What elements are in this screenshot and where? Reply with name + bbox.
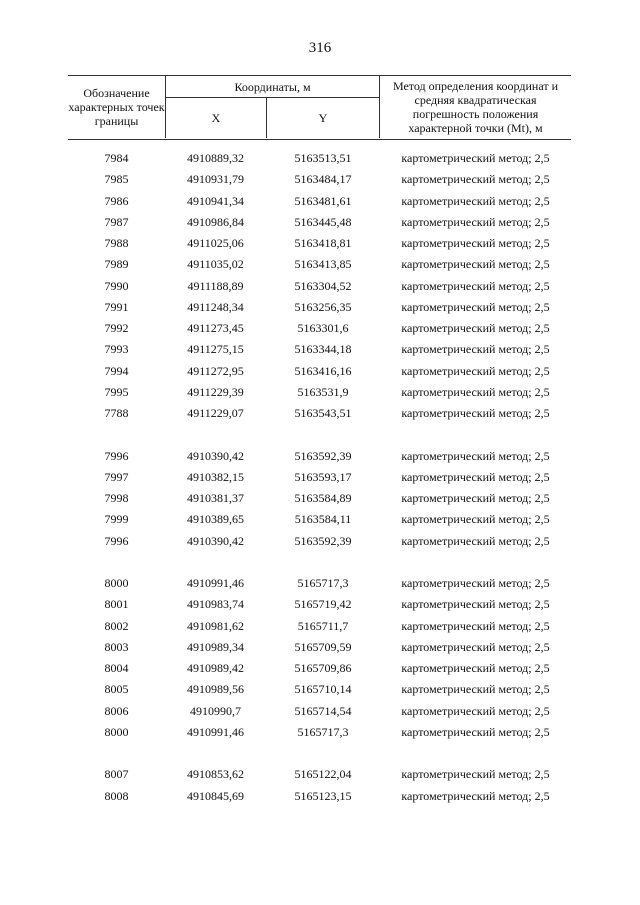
point-cell: 7994 — [104, 363, 129, 378]
table-row — [68, 169, 571, 190]
x-cell: 4910990,7 — [190, 703, 241, 718]
point-cell: 7989 — [104, 257, 129, 272]
point-cell: 7984 — [104, 151, 129, 165]
y-cell: 5163584,89 — [294, 491, 352, 505]
y-cell: 5165717,3 — [297, 576, 349, 590]
x-cell: 4910989,56 — [187, 682, 244, 697]
method-cell: картометрический метод; 2,5 — [401, 661, 550, 675]
y-cell: 5163301,6 — [297, 321, 349, 335]
table-row — [68, 361, 571, 382]
method-cell: картометрический метод; 2,5 — [401, 342, 550, 357]
y-cell: 5163513,51 — [294, 151, 352, 165]
y-cell: 5165122,04 — [294, 767, 352, 782]
point-cell: 8003 — [104, 639, 129, 654]
method-cell: картометрический метод; 2,5 — [401, 448, 550, 463]
point-cell: 7999 — [104, 512, 129, 527]
table-row — [68, 297, 571, 318]
table-row — [68, 339, 571, 360]
method-cell: картометрический метод; 2,5 — [401, 724, 550, 739]
x-cell: 4910941,34 — [187, 193, 244, 208]
x-cell: 4910889,32 — [187, 151, 244, 165]
point-cell: 8001 — [104, 597, 129, 612]
y-cell: 5163344,18 — [294, 342, 352, 357]
x-cell: 4911248,34 — [187, 299, 244, 314]
point-cell: 8005 — [104, 682, 129, 697]
method-cell: картометрический метод; 2,5 — [401, 321, 550, 335]
table-row — [68, 658, 571, 679]
table-row — [68, 467, 571, 488]
point-cell: 7997 — [104, 469, 129, 484]
y-cell: 5163481,61 — [294, 193, 352, 208]
table-row — [68, 254, 571, 275]
table-spacer-row — [68, 743, 571, 764]
x-cell: 4911275,15 — [187, 342, 244, 357]
y-cell: 5163256,35 — [294, 299, 352, 314]
point-cell: 7993 — [104, 342, 129, 357]
x-cell: 4911188,89 — [187, 278, 244, 293]
x-cell: 4910381,37 — [187, 491, 244, 505]
table-row — [68, 531, 571, 552]
x-cell: 4910390,42 — [187, 448, 244, 463]
x-cell: 4911229,07 — [187, 406, 244, 420]
x-cell: 4910389,65 — [187, 512, 244, 527]
table-row — [68, 276, 571, 297]
y-cell: 5165709,86 — [294, 661, 352, 675]
point-cell: 8000 — [104, 724, 129, 739]
y-cell: 5163592,39 — [294, 448, 352, 463]
y-cell: 5163304,52 — [294, 278, 352, 293]
x-cell: 4911035,02 — [187, 257, 244, 272]
point-cell: 7992 — [104, 321, 129, 335]
table-spacer-row — [68, 552, 571, 573]
point-cell: 8000 — [104, 576, 129, 590]
x-cell: 4910983,74 — [187, 597, 244, 612]
y-cell: 5165709,59 — [294, 639, 352, 654]
method-cell: картометрический метод; 2,5 — [401, 618, 550, 633]
y-cell: 5165711,7 — [297, 618, 349, 633]
method-cell: картометрический метод; 2,5 — [401, 682, 550, 697]
method-cell: картометрический метод; 2,5 — [401, 512, 550, 527]
point-cell: 8007 — [104, 767, 129, 782]
table-row — [68, 191, 571, 212]
x-cell: 4910991,46 — [187, 576, 244, 590]
header-point-designation: Обозначение характерных точек границы — [68, 86, 165, 128]
y-cell: 5165123,15 — [294, 788, 352, 803]
y-cell: 5163543,51 — [294, 406, 352, 420]
point-cell: 7985 — [104, 172, 129, 187]
point-cell: 8002 — [104, 618, 129, 633]
table-row — [68, 509, 571, 530]
method-cell: картометрический метод; 2,5 — [401, 363, 550, 378]
method-cell: картометрический метод; 2,5 — [401, 236, 550, 250]
header-method: Метод определения координат и средняя квадратическая погрешность положения характерной точки (Mt), м — [392, 79, 559, 135]
method-cell: картометрический метод; 2,5 — [401, 384, 550, 399]
table-row — [68, 616, 571, 637]
method-cell: картометрический метод; 2,5 — [401, 639, 550, 654]
header-x: X — [165, 98, 266, 138]
method-cell: картометрический метод; 2,5 — [401, 767, 550, 782]
y-cell: 5163592,39 — [294, 533, 352, 548]
table-row — [68, 722, 571, 743]
point-cell: 8008 — [104, 788, 129, 803]
x-cell: 4911273,45 — [187, 321, 244, 335]
table-row — [68, 403, 571, 424]
y-cell: 5163584,11 — [294, 512, 352, 527]
table-row — [68, 488, 571, 509]
table-row — [68, 382, 571, 403]
x-cell: 4910845,69 — [187, 788, 244, 803]
x-cell: 4910991,46 — [187, 724, 244, 739]
page-number: 316 — [308, 40, 332, 56]
point-cell: 7991 — [104, 299, 129, 314]
x-cell: 4911229,39 — [187, 384, 244, 399]
point-cell: 7986 — [104, 193, 129, 208]
method-cell: картометрический метод; 2,5 — [401, 533, 550, 548]
method-cell: картометрический метод; 2,5 — [401, 576, 550, 590]
x-cell: 4910981,62 — [187, 618, 244, 633]
table-row — [68, 148, 571, 169]
method-cell: картометрический метод; 2,5 — [401, 172, 550, 187]
point-cell: 7996 — [104, 533, 129, 548]
point-cell: 7998 — [104, 491, 129, 505]
point-cell: 7788 — [104, 406, 129, 420]
x-cell: 4910382,15 — [187, 469, 244, 484]
y-cell: 5163416,16 — [294, 363, 352, 378]
method-cell: картометрический метод; 2,5 — [401, 193, 550, 208]
x-cell: 4910853,62 — [187, 767, 244, 782]
method-cell: картометрический метод; 2,5 — [401, 469, 550, 484]
header-y: Y — [266, 98, 380, 138]
table-spacer-row — [68, 424, 571, 445]
method-cell: картометрический метод; 2,5 — [401, 491, 550, 505]
method-cell: картометрический метод; 2,5 — [401, 151, 550, 165]
method-cell: картометрический метод; 2,5 — [401, 597, 550, 612]
y-cell: 5163484,17 — [294, 172, 352, 187]
method-cell: картометрический метод; 2,5 — [401, 299, 550, 314]
table-row — [68, 701, 571, 722]
table-row — [68, 786, 571, 807]
x-cell: 4911272,95 — [187, 363, 244, 378]
x-cell: 4910989,34 — [187, 639, 244, 654]
table-body — [68, 148, 571, 807]
x-cell: 4911025,06 — [187, 236, 244, 250]
method-cell: картометрический метод; 2,5 — [401, 278, 550, 293]
point-cell: 8004 — [104, 661, 129, 675]
table-row — [68, 764, 571, 785]
method-cell: картометрический метод; 2,5 — [401, 257, 550, 272]
x-cell: 4910986,84 — [187, 214, 244, 229]
table-row — [68, 594, 571, 615]
method-cell: картометрический метод; 2,5 — [401, 214, 550, 229]
point-cell: 7990 — [104, 278, 129, 293]
y-cell: 5163418,81 — [294, 236, 352, 250]
y-cell: 5165714,54 — [294, 703, 352, 718]
y-cell: 5165710,14 — [294, 682, 352, 697]
x-cell: 4910989,42 — [187, 661, 244, 675]
method-cell: картометрический метод; 2,5 — [401, 788, 550, 803]
point-cell: 7988 — [104, 236, 129, 250]
y-cell: 5163593,17 — [294, 469, 352, 484]
method-cell: картометрический метод; 2,5 — [401, 406, 550, 420]
point-cell: 7996 — [104, 448, 129, 463]
table-row — [68, 212, 571, 233]
table-row — [68, 446, 571, 467]
point-cell: 7995 — [104, 384, 129, 399]
y-cell: 5163413,85 — [294, 257, 352, 272]
table-row — [68, 679, 571, 700]
y-cell: 5165717,3 — [297, 724, 349, 739]
y-cell: 5163531,9 — [297, 384, 349, 399]
table-row — [68, 318, 571, 339]
header-coordinates: Координаты, м — [165, 76, 380, 98]
point-cell: 8006 — [104, 703, 129, 718]
y-cell: 5163445,48 — [294, 214, 352, 229]
y-cell: 5165719,42 — [294, 597, 352, 612]
table-row — [68, 573, 571, 594]
x-cell: 4910390,42 — [187, 533, 244, 548]
method-cell: картометрический метод; 2,5 — [401, 703, 550, 718]
point-cell: 7987 — [104, 214, 129, 229]
x-cell: 4910931,79 — [187, 172, 244, 187]
table-row — [68, 637, 571, 658]
table-row — [68, 233, 571, 254]
table-header — [68, 75, 571, 140]
